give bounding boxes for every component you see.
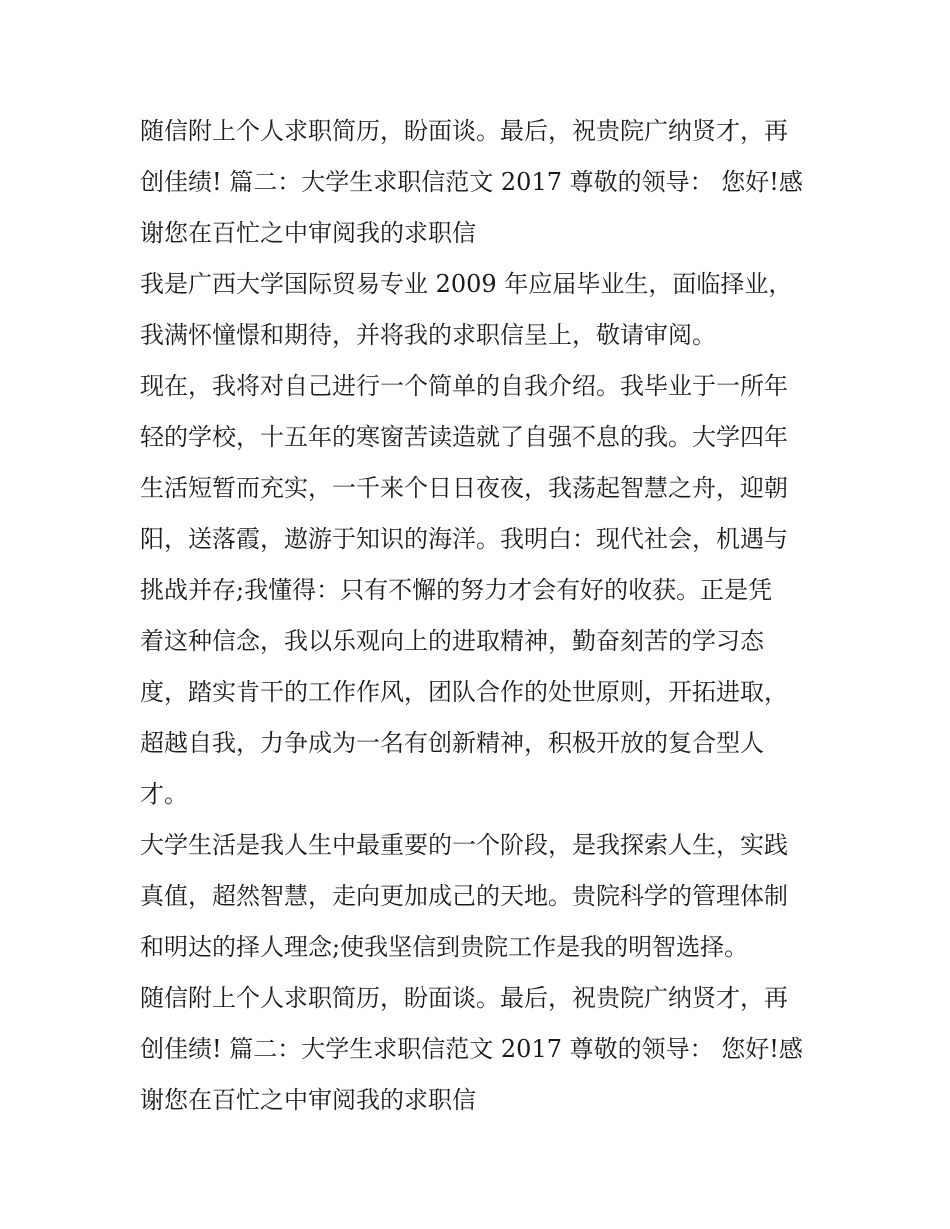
text-line: 挑战并存;我懂得：只有不懈的努力才会有好的收获。正是凭 [140, 576, 773, 604]
text-line: 创佳绩! 篇二：大学生求职信范文 2017 尊敬的领导： 您好!感 [140, 168, 803, 196]
paragraph-closing-2 [140, 973, 820, 1126]
text-line: 生活短暂而充实，一千来个日日夜夜，我荡起智慧之舟，迎朝 [140, 474, 788, 502]
text-line: 才。 [140, 780, 188, 808]
document-body [140, 106, 820, 1126]
text-line: 超越自我，力争成为一名有创新精神，积极开放的复合型人 [140, 729, 764, 757]
text-line: 和明达的择人理念;使我坚信到贵院工作是我的明智选择。 [140, 933, 749, 961]
text-line: 随信附上个人求职简历，盼面谈。最后，祝贵院广纳贤才，再 [140, 117, 788, 145]
text-line: 谢您在百忙之中审阅我的求职信 [140, 1086, 476, 1114]
text-line: 谢您在百忙之中审阅我的求职信 [140, 219, 476, 247]
text-line: 我满怀憧憬和期待，并将我的求职信呈上，敬请审阅。 [140, 321, 716, 349]
text-line: 我是广西大学国际贸易专业 2009 年应届毕业生，面临择业， [140, 270, 793, 298]
text-line: 现在，我将对自己进行一个简单的自我介绍。我毕业于一所年 [140, 372, 788, 400]
text-line: 阳，送落霞，遨游于知识的海洋。我明白：现代社会，机遇与 [140, 525, 788, 553]
text-line: 随信附上个人求职简历，盼面谈。最后，祝贵院广纳贤才，再 [140, 984, 788, 1012]
paragraph-introduction [140, 259, 820, 361]
paragraph-self-description [140, 361, 820, 820]
text-line: 大学生活是我人生中最重要的一个阶段，是我探索人生，实践 [140, 831, 788, 859]
paragraph-closing-1 [140, 106, 820, 259]
text-line: 轻的学校，十五年的寒窗苦读造就了自强不息的我。大学四年 [140, 423, 788, 451]
text-line: 创佳绩! 篇二：大学生求职信范文 2017 尊敬的领导： 您好!感 [140, 1035, 803, 1063]
text-line: 着这种信念，我以乐观向上的进取精神，勤奋刻苦的学习态 [140, 627, 764, 655]
paragraph-university-life [140, 820, 820, 973]
text-line: 度，踏实肯干的工作作风，团队合作的处世原则，开拓进取， [140, 678, 788, 706]
text-line: 真值，超然智慧，走向更加成己的天地。贵院科学的管理体制 [140, 882, 788, 910]
